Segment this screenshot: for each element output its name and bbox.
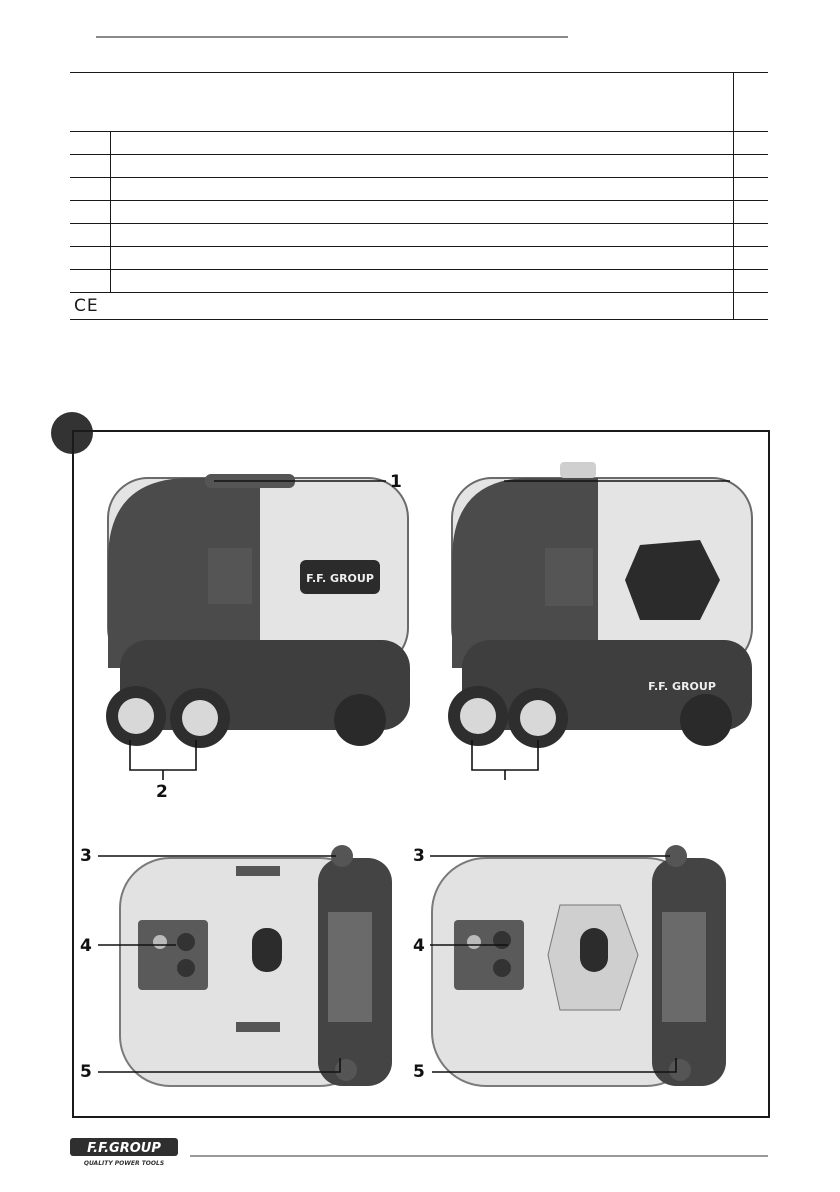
callout-1: 1 xyxy=(390,472,402,492)
machine-brand-label: F.F. GROUP xyxy=(306,572,374,585)
callout-4-right: 4 xyxy=(413,936,425,956)
footer-rule xyxy=(190,1155,768,1157)
machine-right-side-view xyxy=(448,462,752,748)
callout-2: 2 xyxy=(156,782,168,802)
brand-name: F.F.GROUP xyxy=(87,1141,161,1156)
machine-left-top-view xyxy=(120,845,392,1086)
brand-tagline: QUALITY POWER TOOLS xyxy=(83,1160,165,1167)
brand-logo xyxy=(70,1136,180,1168)
callout-4-left: 4 xyxy=(80,936,92,956)
machine-right-top-view xyxy=(432,845,726,1086)
callout-5-right: 5 xyxy=(413,1062,425,1082)
ce-mark: CE xyxy=(74,296,99,316)
callout-3-left: 3 xyxy=(80,846,92,866)
machine-left-side-view xyxy=(106,474,410,748)
callout-3-right: 3 xyxy=(413,846,425,866)
machine-brand-label-2: F.F. GROUP xyxy=(648,680,716,693)
callout-5-left: 5 xyxy=(80,1062,92,1082)
